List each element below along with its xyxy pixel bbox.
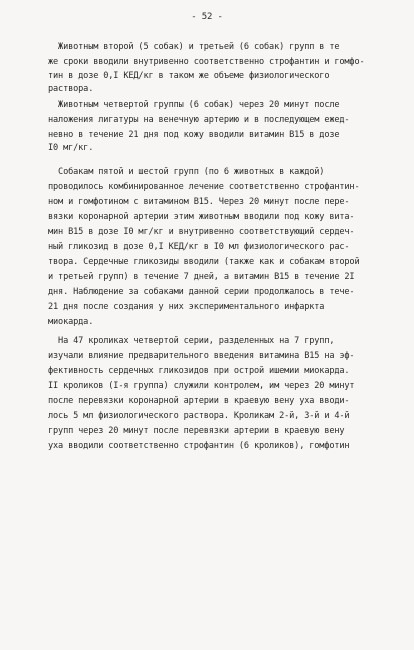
text-line: ном и гомфотином с витамином B15. Через 20 минут после пере- [48, 197, 350, 207]
text-line: мин B15 в дозе I0 мг/кг и внутривенно соответствующий сердеч- [48, 227, 355, 237]
text-line: вязки коронарной артерии этим животным вводили под кожу вита- [48, 212, 355, 222]
text-line: же сроки вводили внутривенно соответственно строфантин и гомфо- [48, 57, 365, 67]
text-line: I0 мг/кг. [48, 143, 94, 153]
text-line: наложения лигатуры на венечную артерию и в последующем ежед- [48, 115, 350, 125]
text-line: после перевязки коронарной артерии в краевую вену уха вводи- [48, 396, 350, 406]
text-line: тин в дозе 0,I КЕД/кг в таком же объеме физиологического [48, 71, 330, 81]
text-line: Собакам пятой и шестой групп (по 6 животных в каждой) [48, 167, 325, 177]
text-line: дня. Наблюдение за собаками данной серии продолжалось в тече- [48, 287, 355, 297]
text-line: раствора. [48, 84, 94, 94]
text-line: Животным второй (5 собак) и третьей (6 собак) групп в те [48, 42, 340, 52]
text-line: уха вводили соответственно строфантин (6 кроликов), гомфотин [48, 441, 350, 451]
text-line: проводилось комбинированное лечение соответственно строфантин- [48, 182, 360, 192]
text-line: и третьей групп) в течение 7 дней, а витамин B15 в течение 2I [48, 272, 355, 282]
text-line: Животным четвертой группы (6 собак) через 20 минут после [48, 100, 340, 110]
text-line: 21 дня после создания у них экспериментального инфаркта [48, 302, 325, 312]
text-line: На 47 кроликах четвертой серии, разделенных на 7 групп, [48, 336, 335, 346]
text-line: невно в течение 21 дня под кожу вводили витамин B15 в дозе [48, 130, 340, 140]
text-line: миокарда. [48, 317, 94, 327]
text-line: лось 5 мл физиологического раствора. Кроликам 2-й, 3-й и 4-й [48, 411, 350, 421]
text-line: изучали влияние предварительного введения витамина B15 на эф- [48, 351, 355, 361]
page-number: - 52 - [191, 12, 223, 22]
text-line: фективность сердечных гликозидов при острой ишемии миокарда. [48, 366, 350, 376]
text-line: твора. Сердечные гликозиды вводили (также как и собакам второй [48, 257, 360, 267]
text-line: ный гликозид в дозе 0,I КЕД/кг в I0 мл физиологического рас- [48, 242, 350, 252]
text-line: групп через 20 минут после перевязки артерии в краевую вену [48, 426, 345, 436]
text-line: II кроликов (I-я группа) служили контролем, им через 20 минут [48, 381, 355, 391]
